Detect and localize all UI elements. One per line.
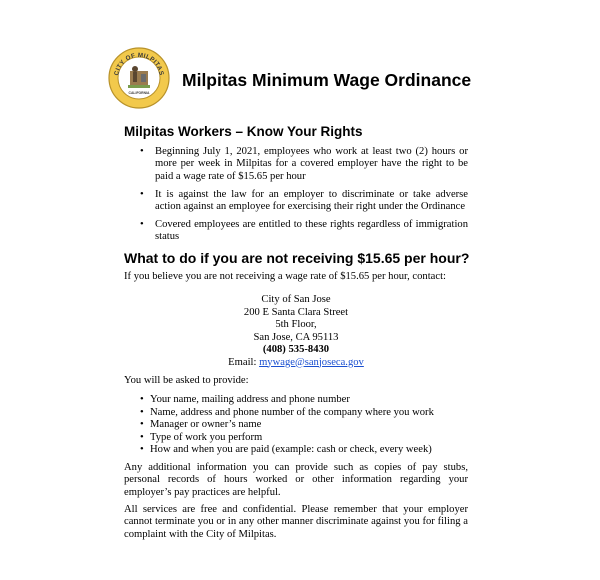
contact-phone: (408) 535-8430 bbox=[262, 344, 330, 355]
contact-intro: If you believe you are not receiving a wage rate of $15.65 per hour, contact: bbox=[124, 271, 446, 282]
contact-email-row bbox=[124, 357, 468, 370]
bullet-dot: • bbox=[140, 189, 144, 200]
document-page: CITY OF MILPITAS CALIFORNIA Milpitas Minimum Wage Ordinance Milpitas Workers – Know Your Rights • Beginning July 1, 2021, employees who work at least two (2) hours or more per week in Milpitas for a covered employer have the right to be paid a wage rate of $15.65 per hour • It is against the law for an employer to discriminate or take adverse action against an employee for exercising their right under the Ordinance • Covered employees are entitled to these rights regardless of immigration status What to do if you are not receiving $15.65 per hour? If you believe you are not receiving a wage rate of $15.65 per hour, contact: City of San Jose 200 E Santa Clara Street 5th Floor, San Jose, CA 95113 (408) 535-8430 Email: mywage@sanjoseca.gov You will be asked to provide: • Your name, mailing address and phone number • Name, address and phone number of the company where you work • Manager or owner’s name • Type of work you perform • How and when you are paid (example: cash or check, every week) Any additional information you can provide such as copies of pay stubs, personal records of hours worked or other information regarding your employer’s pay practices are helpful. All services are free and confidential. Please remember that your employer cannot terminate you or in any other manner discriminate against you for filing a complaint with the City of Milpitas. bbox=[0, 0, 600, 580]
contact-street: 200 E Santa Clara Street bbox=[243, 306, 349, 318]
rights-heading: Milpitas Workers – Know Your Rights bbox=[124, 124, 363, 139]
contact-floor: 5th Floor, bbox=[275, 319, 317, 330]
rights-bullet-text: It is against the law for an employer to discriminate or take adverse action against an employee for exercising their right under the Ordinance bbox=[155, 189, 468, 213]
bullet-dot: • bbox=[140, 146, 144, 157]
contact-org: City of San Jose bbox=[261, 294, 331, 305]
list-item-text: Your name, mailing address and phone number bbox=[150, 394, 350, 405]
seal-text-top: CITY OF MILPITAS bbox=[113, 51, 165, 77]
list-item-text: How and when you are paid (example: cash or check, every week) bbox=[150, 444, 432, 456]
city-seal-logo bbox=[108, 47, 170, 109]
seal-text-bottom: CALIFORNIA bbox=[128, 91, 150, 95]
contact-block bbox=[124, 294, 468, 369]
list-item-text: Manager or owner’s name bbox=[150, 419, 262, 431]
closing-paragraph: All services are free and confidential. Please remember that your employer cannot terminate you or in any other manner discriminate against you for filing a complaint with the City of Milpitas. bbox=[124, 504, 468, 540]
rights-bullet-text: Covered employees are entitled to these rights regardless of immigration status bbox=[155, 219, 468, 243]
contact-city: San Jose, CA 95113 bbox=[253, 331, 339, 343]
contact-email-label: Email: bbox=[228, 356, 260, 368]
bullet-dot: • bbox=[140, 219, 144, 230]
provide-intro: You will be asked to provide: bbox=[124, 375, 249, 386]
what-to-do-heading: What to do if you are not receiving $15.65 per hour? bbox=[124, 250, 470, 266]
contact-email-link[interactable]: mywage@sanjoseca.gov bbox=[259, 356, 364, 368]
page-title: Milpitas Minimum Wage Ordinance bbox=[182, 70, 472, 90]
list-item-text: Type of work you perform bbox=[150, 431, 263, 443]
additional-info-paragraph: Any additional information you can provide such as copies of pay stubs, personal records of hours worked or other information regarding your employer’s pay practices are helpful. bbox=[124, 462, 468, 498]
list-item-text: Name, address and phone number of the company where you work bbox=[150, 406, 434, 418]
rights-bullet-text: Beginning July 1, 2021, employees who work at least two (2) hours or more per week in Milpitas for a covered employer have the right to be paid a wage rate of $15.65 per hour bbox=[155, 146, 468, 182]
